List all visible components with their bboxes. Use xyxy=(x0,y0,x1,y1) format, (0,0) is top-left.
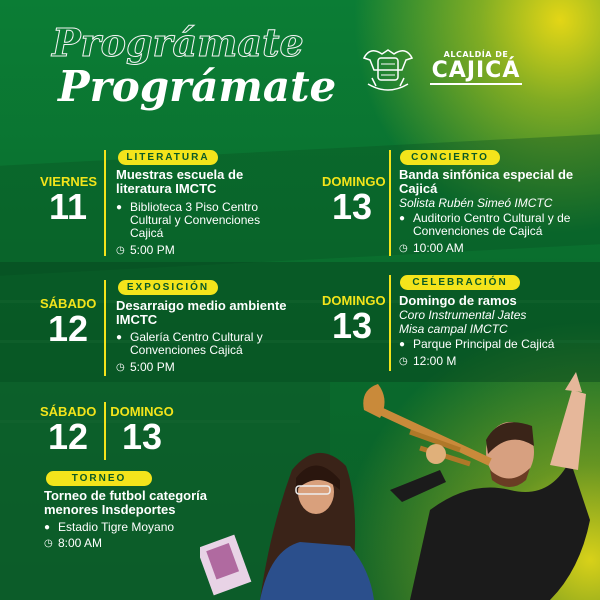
divider xyxy=(104,280,106,376)
event-time-text: 10:00 AM xyxy=(413,241,464,255)
event-place-text: Galería Centro Cultural y Convenciones Cajicá xyxy=(130,330,263,357)
event-date: 13 xyxy=(331,305,373,346)
event-time-text: 5:00 PM xyxy=(130,243,175,257)
event-place xyxy=(399,338,577,351)
event-details xyxy=(399,168,577,255)
clock-icon: ◷ xyxy=(399,356,408,367)
event-day: SÁBADO xyxy=(40,404,97,419)
event-place-text: Biblioteca 3 Piso Centro Cultural y Convenciones Cajicá xyxy=(130,200,261,240)
category-badge: TORNEO xyxy=(46,471,152,486)
event-place-text: Parque Principal de Cajicá xyxy=(413,337,555,351)
event-time xyxy=(399,242,577,255)
alcaldia-logo xyxy=(428,50,524,85)
event-day: DOMINGO xyxy=(322,293,386,308)
clock-icon: ◷ xyxy=(116,245,125,256)
category-badge: CONCIERTO xyxy=(400,150,500,165)
event-place xyxy=(116,201,266,240)
event-time xyxy=(116,244,266,257)
event-title: Torneo de futbol categoría menores Insdeportes xyxy=(44,488,207,517)
municipality-name: CAJICÁ xyxy=(431,58,521,83)
event-date: 12 xyxy=(47,416,89,457)
event-place xyxy=(399,212,577,238)
logo-underline xyxy=(430,83,522,85)
event-place xyxy=(116,331,306,357)
category-badge: CELEBRACIÓN xyxy=(400,275,520,290)
event-title: Muestras escuela de literatura IMCTC xyxy=(116,167,244,196)
event-date: 13 xyxy=(121,416,163,457)
event-title: Domingo de ramos xyxy=(399,293,517,308)
coat-of-arms-icon xyxy=(360,44,416,96)
location-pin-icon: ● xyxy=(44,522,51,533)
title-outline: Prográmate xyxy=(52,20,304,65)
event-time xyxy=(399,355,577,368)
event-place-text: Auditorio Centro Cultural y de Convenciones de Cajicá xyxy=(413,211,571,238)
event-subtitle: Solista Rubén Simeó IMCTC xyxy=(399,196,553,210)
event-place-text: Estadio Tigre Moyano xyxy=(58,520,175,534)
event-title: Banda sinfónica especial de Cajicá xyxy=(399,167,574,196)
event-subtitle: Misa campal IMCTC xyxy=(399,322,508,336)
event-subtitle: Coro Instrumental Jates xyxy=(399,308,527,322)
event-time-text: 12:00 M xyxy=(413,354,457,368)
divider xyxy=(104,150,106,256)
event-day: DOMINGO xyxy=(322,174,386,189)
location-pin-icon: ● xyxy=(116,332,123,343)
divider xyxy=(104,402,106,460)
event-date: 12 xyxy=(47,308,89,349)
clock-icon: ◷ xyxy=(44,538,53,549)
event-time-text: 8:00 AM xyxy=(58,536,103,550)
event-title: Desarraigo medio ambiente IMCTC xyxy=(116,298,287,327)
divider xyxy=(389,275,391,371)
location-pin-icon: ● xyxy=(116,202,123,213)
location-pin-icon: ● xyxy=(399,339,406,350)
event-details xyxy=(116,299,306,374)
event-day: VIERNES xyxy=(40,174,98,189)
event-day: SÁBADO xyxy=(40,296,97,311)
location-pin-icon: ● xyxy=(399,213,406,224)
event-day: DOMINGO xyxy=(110,404,174,419)
clock-icon: ◷ xyxy=(116,362,125,373)
event-date: 13 xyxy=(331,186,373,227)
divider xyxy=(389,150,391,256)
category-badge: LITERATURA xyxy=(118,150,218,165)
trumpet-player-illustration xyxy=(350,370,600,600)
page-title: Prográmate xyxy=(58,62,337,111)
clock-icon: ◷ xyxy=(399,243,408,254)
event-date: 11 xyxy=(48,186,88,227)
event-time-text: 5:00 PM xyxy=(130,360,175,374)
event-details xyxy=(116,168,266,257)
event-time xyxy=(116,361,306,374)
alcaldia-label: ALCALDÍA DE xyxy=(443,50,509,59)
event-details xyxy=(399,294,577,368)
category-badge: EXPOSICIÓN xyxy=(118,280,218,295)
